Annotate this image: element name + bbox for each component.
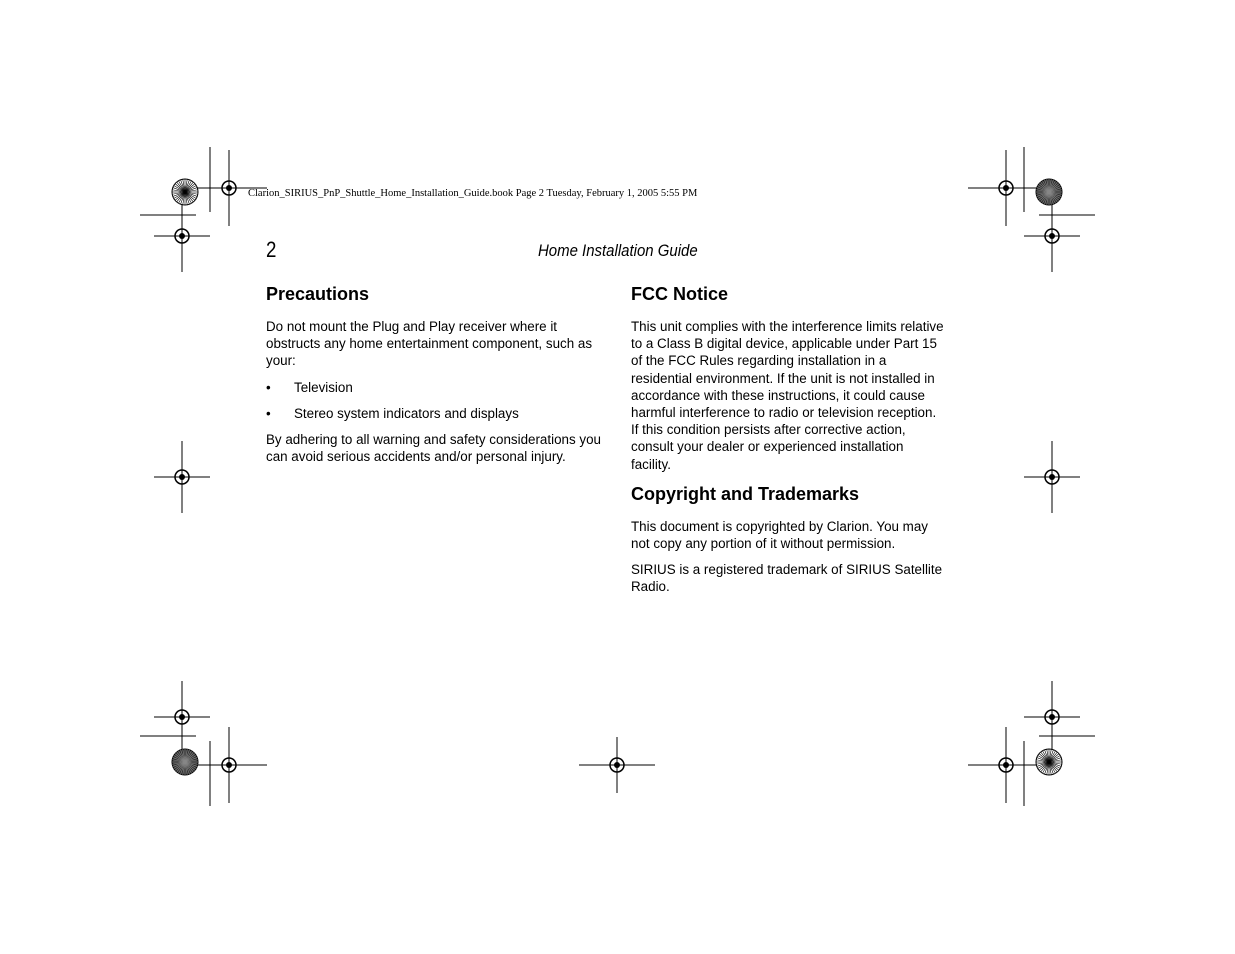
precautions-closing: By adhering to all warning and safety considerations you can avoid serious accidents and/or personal injury. bbox=[266, 432, 601, 465]
precautions-intro: Do not mount the Plug and Play receiver where it obstructs any home entertainment component, such as your: bbox=[266, 319, 593, 369]
trademark-paragraph: SIRIUS is a registered trademark of SIRIUS Satellite Radio. bbox=[631, 562, 943, 595]
starburst-target-icon bbox=[172, 179, 198, 205]
starburst-target-icon bbox=[1036, 179, 1062, 205]
registration-mark-icon bbox=[154, 200, 210, 272]
registration-mark-icon bbox=[579, 737, 655, 793]
registration-mark-icon bbox=[191, 727, 267, 803]
registration-mark-icon bbox=[1024, 681, 1080, 753]
fcc-copyright-column bbox=[631, 283, 946, 605]
precautions-section bbox=[266, 283, 601, 474]
registration-mark-icon bbox=[154, 441, 210, 513]
book-slug: Clarion_SIRIUS_PnP_Shuttle_Home_Installation_Guide.book Page 2 Tuesday, February 1, 2005 5:55 PM bbox=[248, 188, 698, 199]
starburst-target-icon bbox=[1036, 749, 1062, 775]
registration-mark-icon bbox=[1024, 441, 1080, 513]
list-item bbox=[266, 379, 601, 396]
registration-mark-icon bbox=[968, 727, 1044, 803]
starburst-target-icon bbox=[172, 749, 198, 775]
bullet: • bbox=[266, 405, 271, 421]
copyright-heading: Copyright and Trademarks bbox=[631, 483, 860, 504]
list-item-text: Stereo system indicators and displays bbox=[294, 405, 519, 421]
copyright-paragraph: This document is copyrighted by Clarion. You may not copy any portion of it without permission. bbox=[631, 518, 928, 552]
bullet: • bbox=[266, 379, 271, 395]
page-number: 2 bbox=[266, 237, 277, 262]
registration-mark-icon bbox=[154, 681, 210, 753]
registration-mark-icon bbox=[968, 150, 1044, 226]
fcc-body: This unit complies with the interference limits relative to a Class B digital device, applicable under Part 15 of the FCC Rules regarding installation in a residential environment. If the unit is not installed in accordance with these instructions, it could cause harmful interference to radio or television reception. If this condition persists after corrective action, consult your dealer or experienced installation facility. bbox=[631, 319, 944, 472]
running-head: Home Installation Guide bbox=[538, 241, 698, 260]
precautions-list bbox=[266, 379, 601, 422]
list-item bbox=[266, 405, 601, 422]
fcc-heading: FCC Notice bbox=[631, 284, 729, 304]
list-item-text: Television bbox=[294, 379, 353, 395]
registration-mark-icon bbox=[1024, 200, 1080, 272]
precautions-heading: Precautions bbox=[266, 284, 370, 304]
